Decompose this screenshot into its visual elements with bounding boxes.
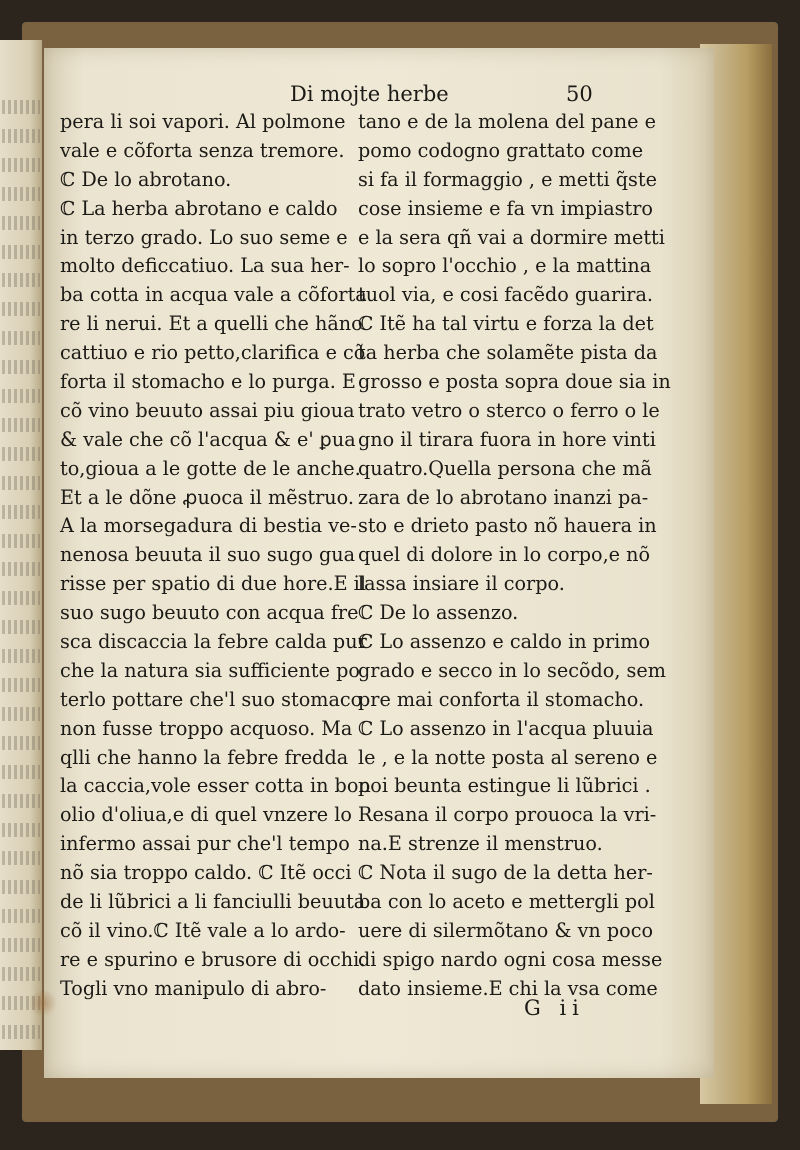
text-line: ℂ Lo assenzo in l'acqua pluuia: [358, 716, 654, 740]
text-line: ℂ Lo assenzo e caldo in primo: [358, 630, 651, 654]
facing-page-text-trace: [2, 765, 40, 779]
text-line: risse per spatio di due hore.E il: [60, 572, 366, 596]
text-line: la caccia,vole esser cotta in bon: [60, 774, 371, 798]
facing-page-text-trace: [2, 1025, 40, 1039]
facing-page-text-trace: [2, 505, 40, 519]
text-line: cose insieme e fa vn impiastro: [358, 196, 653, 220]
text-line: quel di dolore in lo corpo,e nõ: [358, 543, 651, 567]
text-line: si fa il formaggio , e metti q̃ste: [358, 167, 657, 191]
text-line: gno il tirara fuora in hore vinti: [358, 427, 656, 451]
text-line: qlli che hanno la febre fredda: [60, 745, 349, 769]
text-line: olio d'oliua,e di quel vnzere lo: [60, 803, 352, 827]
text-line: grosso e posta sopra doue sia in: [358, 370, 671, 394]
facing-page-text-trace: [2, 909, 40, 923]
facing-page-text-trace: [2, 187, 40, 201]
text-line: na.E strenze il menstruo.: [358, 832, 603, 856]
text-line: & vale che cõ l'acqua & e' ꝑua: [60, 427, 356, 451]
text-line: cõ il vino.ℂ Itẽ vale a lo ardo-: [60, 918, 346, 942]
text-line: ba con lo aceto e mettergli pol: [358, 890, 655, 914]
text-line: sto e drieto pasto nõ hauera in: [358, 514, 657, 538]
text-line: trato vetro o sterco o ferro o le: [358, 398, 660, 422]
text-line: lassa insiare il corpo.: [358, 572, 565, 596]
facing-page-text-trace: [2, 534, 40, 548]
text-line: tano e de la molena del pane e: [358, 110, 656, 133]
facing-page-text-trace: [2, 100, 40, 114]
text-line: e la sera qñ vai a dormire metti: [358, 225, 665, 249]
text-line: ℂ De lo assenzo.: [358, 601, 519, 625]
paper-stain: [28, 990, 58, 1016]
text-line: ℂ La herba abrotano e caldo: [60, 196, 338, 220]
text-line: Resana il corpo prouoca la vri-: [358, 803, 657, 827]
text-line: zara de lo abrotano inanzi pa-: [358, 485, 649, 509]
text-line: Togli vno manipulo di abro-: [60, 976, 327, 1000]
text-line: lo sopro l'occhio , e la mattina: [358, 254, 652, 278]
facing-page-text-trace: [2, 389, 40, 403]
text-line: non fusse troppo acquoso. Ma: [60, 716, 353, 740]
facing-page-text-trace: [2, 216, 40, 230]
facing-page-text-trace: [2, 447, 40, 461]
text-line: suo sugo beuuto con acqua fre: [60, 601, 359, 625]
facing-page-text-trace: [2, 794, 40, 808]
facing-page-edge: [0, 40, 42, 1050]
text-line: infermo assai pur che'l tempo: [60, 832, 350, 856]
text-line: cõ vino beuuto assai piu gioua: [60, 398, 355, 422]
text-line: terlo pottare che'l suo stomaco: [60, 687, 363, 711]
page-number: 50: [566, 82, 593, 106]
facing-page-text-trace: [2, 591, 40, 605]
facing-page-text-trace: [2, 302, 40, 316]
text-column-left: [60, 108, 371, 1004]
text-column-right: [358, 108, 671, 1004]
facing-page-text-trace: [2, 562, 40, 576]
text-line: ℂ De lo abrotano.: [60, 167, 232, 191]
text-line: sca discaccia la febre calda pur: [60, 630, 367, 654]
facing-page-text-trace: [2, 938, 40, 952]
facing-page-text-trace: [2, 823, 40, 837]
text-line: ℂ Itẽ ha tal virtu e forza la det: [358, 312, 654, 336]
facing-page-text-trace: [2, 967, 40, 981]
text-line: de li lũbrici a li fanciulli beuuta: [60, 890, 366, 914]
facing-page-text-trace: [2, 360, 40, 374]
text-line: grado e secco in lo secõdo, sem: [358, 658, 666, 682]
text-line: Et a le dõne ꝓuoca il mẽstruo.: [60, 485, 354, 509]
facing-page-text-trace: [2, 331, 40, 345]
facing-page-text-trace: [2, 129, 40, 143]
facing-page-text-trace: [2, 418, 40, 432]
facing-page-text-trace: [2, 476, 40, 490]
text-line: tuol via, e cosi facẽdo guarira.: [358, 283, 653, 307]
text-line: quatro.Quella persona che mã: [358, 456, 652, 480]
text-line: re e spurino e brusore di occhi.: [60, 947, 366, 971]
text-line: to,gioua a le gotte de le anche.: [60, 456, 361, 480]
text-line: uere di silermõtano & vn poco: [358, 918, 654, 942]
facing-page-text-trace: [2, 273, 40, 287]
signature-mark: G ii: [524, 996, 585, 1020]
text-line: dato insieme.E chi la vsa come: [358, 976, 658, 1000]
text-line: A la morsegadura di bestia ve-: [60, 514, 357, 538]
facing-page-text-trace: [2, 245, 40, 259]
text-line: cattiuo e rio petto,clarifica e cõ: [60, 341, 366, 365]
facing-page-text-trace: [2, 158, 40, 172]
text-line: forta il stomacho e lo purga. E: [60, 370, 356, 394]
facing-page-text-trace: [2, 851, 40, 865]
facing-page-text-trace: [2, 649, 40, 663]
text-line: nõ sia troppo caldo. ℂ Itẽ occi: [60, 861, 352, 885]
text-line: nenosa beuuta il suo sugo gua: [60, 543, 356, 567]
text-line: vale e cõforta senza tremore.: [60, 138, 345, 162]
text-line: le , e la notte posta al sereno e: [358, 745, 658, 769]
text-line: re li nerui. Et a quelli che hãno: [60, 312, 363, 336]
facing-page-text-trace: [2, 620, 40, 634]
text-line: ba cotta in acqua vale a cõforta: [60, 283, 367, 307]
text-line: molto deficcatiuo. La sua her-: [60, 254, 350, 278]
text-line: pomo codogno grattato come: [358, 138, 644, 162]
text-line: poi beunta estingue li lũbrici .: [358, 774, 651, 798]
facing-page-text-trace: [2, 707, 40, 721]
text-line: ℂ Nota il sugo de la detta her-: [358, 861, 653, 885]
text-line: ta herba che solamẽte pista da: [358, 341, 658, 365]
facing-page-text-trace: [2, 678, 40, 692]
text-line: di spigo nardo ogni cosa messe: [358, 947, 663, 971]
running-title: Di mojte herbe: [290, 82, 449, 106]
facing-page-text-trace: [2, 880, 40, 894]
text-line: in terzo grado. Lo suo seme e: [60, 225, 348, 249]
text-line: pera li soi vapori. Al polmone: [60, 110, 346, 133]
facing-page-text-trace: [2, 736, 40, 750]
text-line: pre mai conforta il stomacho.: [358, 687, 645, 711]
text-line: che la natura sia sufficiente po: [60, 658, 360, 682]
